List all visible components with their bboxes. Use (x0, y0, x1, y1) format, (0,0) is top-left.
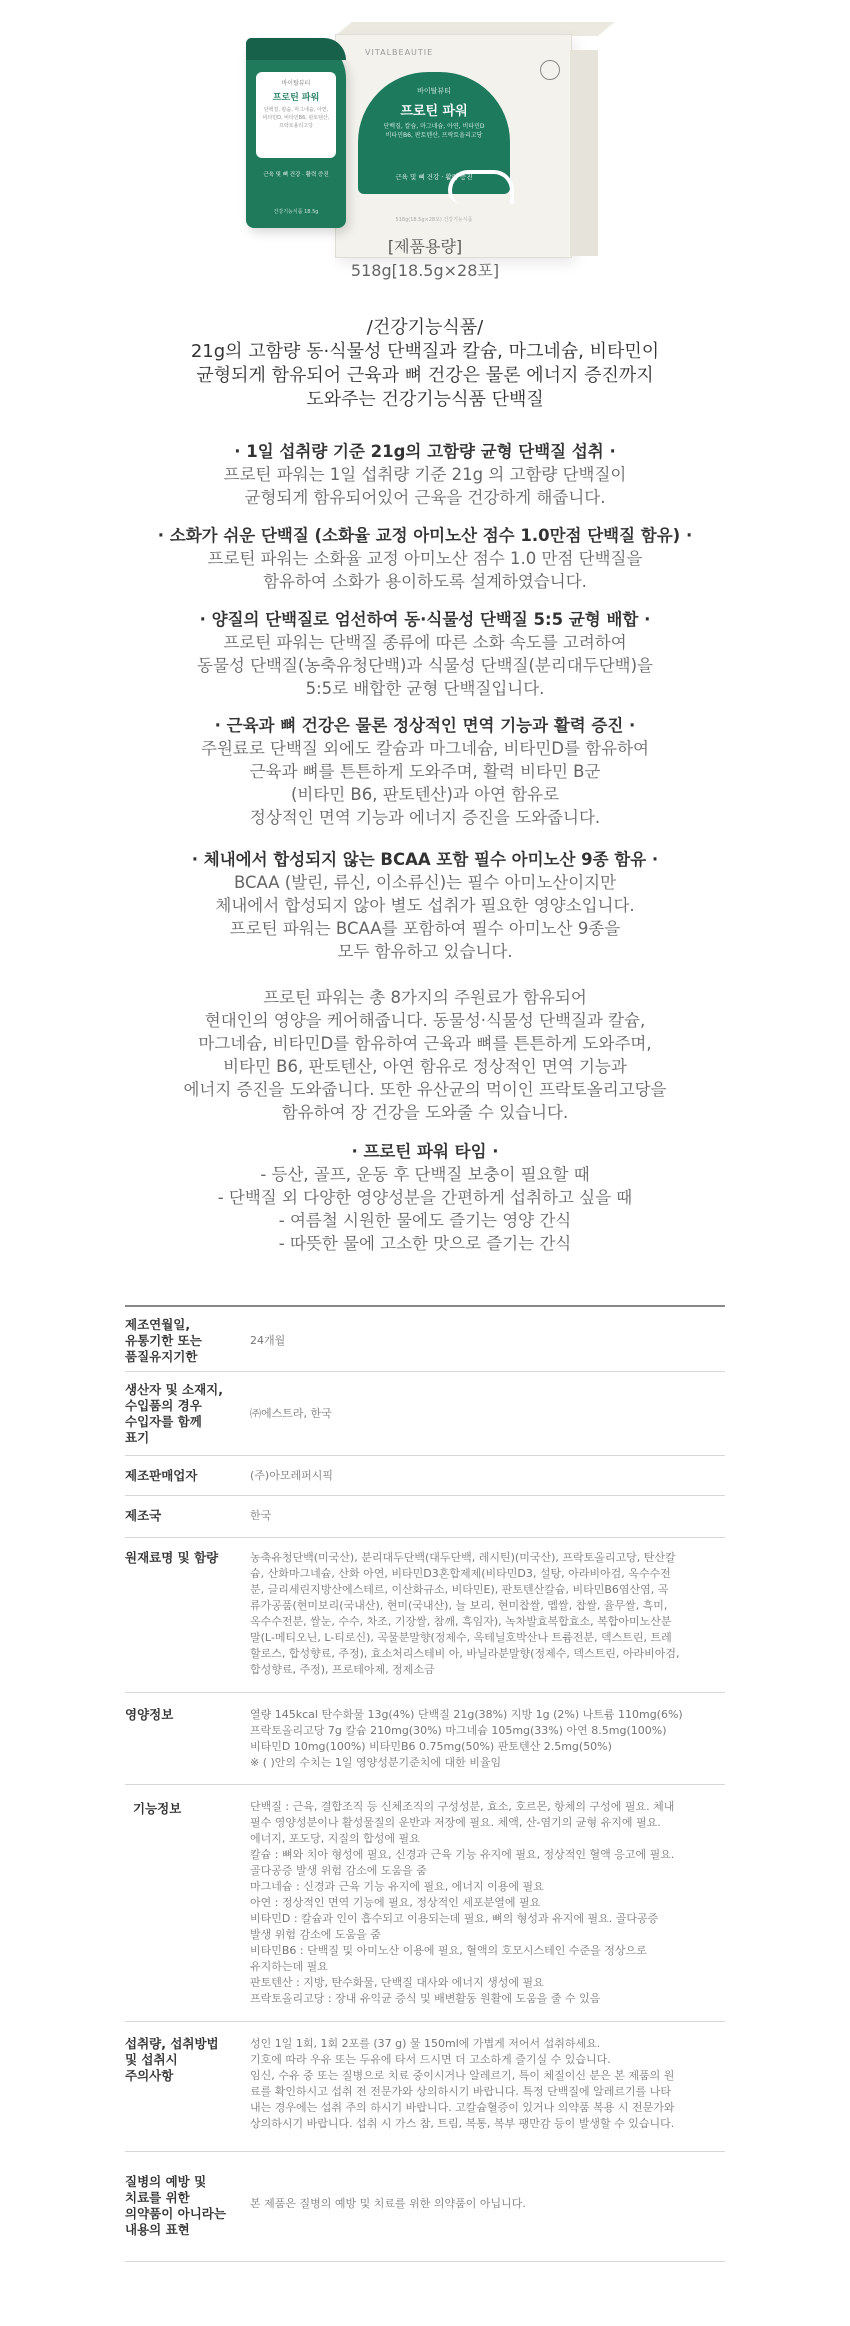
feature-section (0, 608, 850, 700)
row-label: 원재료명 및 함량 (125, 1550, 219, 1565)
table-row (125, 2151, 725, 2262)
row-label (125, 2174, 235, 2238)
pouch-desc-line: 프락토올리고당 (279, 123, 313, 129)
certification-seal-icon (540, 60, 560, 80)
timing-item: - 등산, 골프, 운동 후 단백질 보충이 필요할 때 (260, 1165, 590, 1184)
feature-text: 근육과 뼈를 튼튼하게 도와주며, 활력 비타민 B군 (249, 762, 601, 781)
summary-line: 마그네슘, 비타민D를 함유하여 근육과 뼈를 튼튼하게 도와주며, (198, 1034, 652, 1053)
value-line: 말(L-메티오닌, L-티로신), 곡물분말향(정제수, 옥테닐호박산나 트륨전분, 덱스트린, 트레 (250, 1631, 672, 1644)
label-line: 의약품이 아니라는 (125, 2206, 226, 2221)
feature-section (0, 848, 850, 963)
feature-text: 동물성 단백질(농축유청단백)과 식물성 단백질(분리대두단백)을 (197, 656, 653, 675)
value-line: 필수 영양성분이나 활성물질의 운반과 저장에 필요. 체액, 산-염기의 균형 유지에 필요. (250, 1816, 661, 1829)
box-desc-line: 비타민B6, 판토텐산, 프락토올리고당 (385, 132, 483, 139)
table-row (125, 2021, 725, 2152)
box-tagline: 근육 및 뼈 건강 · 활력 증진 (395, 173, 473, 181)
value-line: 프락토올리고당 : 장내 유익균 증식 및 배변활동 원활에 도움을 줄 수 있음 (250, 1992, 601, 2005)
intro-line: 도와주는 건강기능식품 단백질 (306, 389, 544, 410)
summary-line: 프로틴 파워는 총 8가지의 주원료가 함유되어 (263, 988, 587, 1007)
summary-line: 비타민 B6, 판토텐산, 아연 함유로 정상적인 면역 기능과 (223, 1057, 627, 1076)
intro-block (0, 316, 850, 412)
box-title: 프로틴 파워 (400, 104, 468, 119)
feature-text: 체내에서 합성되지 않아 별도 섭취가 필요한 영양소입니다. (215, 896, 635, 915)
feature-title: · 1일 섭취량 기준 21g의 고함량 균형 단백질 섭취 · (234, 442, 616, 461)
value-line: 비타민D : 칼슘과 인이 흡수되고 이용되는데 필요, 뼈의 형성과 유지에 필요. 골다공증 (250, 1912, 659, 1925)
feature-section (0, 440, 850, 509)
timing-title: · 프로틴 파워 타임 · (351, 1142, 499, 1161)
intro-line: 균형되게 함유되어 근육과 뼈 건강은 물론 에너지 증진까지 (196, 365, 654, 386)
row-label: 제조국 (125, 1508, 162, 1523)
pouch-description (262, 106, 330, 130)
pouch-top (246, 38, 346, 60)
label-line: 질병의 예방 및 (125, 2174, 207, 2189)
row-label: 기능정보 (133, 1801, 182, 1816)
label-line: 생산자 및 소재지, (125, 1382, 223, 1397)
label-line: 수입자를 함께 (125, 1414, 202, 1429)
feature-text: 5:5로 배합한 균형 단백질입니다. (305, 679, 545, 698)
box-subtitle: 바이탈뷰티 (417, 87, 451, 95)
summary-line: 에너지 증진을 도와줍니다. 또한 유산균의 먹이인 프락토올리고당을 (183, 1080, 667, 1099)
flexed-arm-icon (448, 170, 514, 204)
pouch-desc-line: 단백질, 칼슘, 마그네슘, 아연, (263, 107, 329, 113)
pouch-brand: 바이탈뷰티 (281, 80, 311, 87)
row-label (125, 2036, 235, 2084)
feature-text: 정상적인 면역 기능과 에너지 증진을 도와줍니다. (249, 808, 601, 827)
feature-title: · 양질의 단백질로 엄선하여 동·식물성 단백질 5:5 균형 배합 · (199, 610, 651, 629)
value-line: 기호에 따라 우유 또는 두유에 타서 드시면 더 고소하게 즐기실 수 있습니다. (250, 2053, 611, 2066)
row-value: ㈜에스트라, 한국 (250, 1407, 332, 1420)
feature-text: (비타민 B6, 판토텐산)과 아연 함유로 (290, 785, 560, 804)
value-line: 합성향료, 주정), 프로테아제, 정제소금 (250, 1663, 435, 1676)
value-line: 에너지, 포도당, 지질의 합성에 필요 (250, 1832, 420, 1845)
feature-text: 프로틴 파워는 BCAA를 포함하여 필수 아미노산 9종을 (229, 919, 621, 938)
value-line: 마그네슘 : 신경과 근육 기능 유지에 필요, 에너지 이용에 필요 (250, 1880, 544, 1893)
label-line: 섭취량, 섭취방법 (125, 2036, 219, 2051)
box-description (368, 122, 500, 140)
label-line: 주의사항 (125, 2068, 174, 2083)
intro-line: /건강기능식품/ (366, 317, 484, 338)
value-line: 유지하는데 필요 (250, 1960, 328, 1973)
table-row (125, 1495, 725, 1538)
timing-item: - 따뜻한 물에 고소한 맛으로 즐기는 간식 (278, 1234, 572, 1253)
table-row (125, 1371, 725, 1456)
pouch-label (256, 72, 336, 158)
feature-text: 모두 함유하고 있습니다. (337, 942, 513, 961)
feature-text: 프로틴 파워는 소화율 교정 아미노산 점수 1.0 만점 단백질을 (207, 549, 643, 568)
box-fine-print: 518g(18.5g×28포) 건강기능식품 (395, 217, 473, 223)
pouch-fine-print: 건강기능식품 18.5g (273, 209, 319, 215)
feature-section (0, 524, 850, 593)
label-line: 내용의 표현 (125, 2222, 190, 2237)
pouch-desc-line: 비타민D, 비타민B6, 판토텐산, (262, 115, 330, 121)
value-line: 상의하시기 바랍니다. 섭취 시 가스 참, 트림, 복통, 복부 팽만감 등이 발생할 수 있습니다. (250, 2117, 675, 2130)
timing-item: - 여름철 시원한 물에도 즐기는 영양 간식 (278, 1211, 572, 1230)
feature-title: · 근육과 뼈 건강은 물론 정상적인 면역 기능과 활력 증진 · (214, 716, 636, 735)
value-line: 옥수수전분, 쌀눈, 수수, 차조, 기장쌀, 참깨, 흑임자), 녹차발효복합효소, 복합아미노산분 (250, 1615, 672, 1628)
timing-section (0, 1140, 850, 1255)
row-value (250, 1550, 720, 1678)
feature-title: · 소화가 쉬운 단백질 (소화율 교정 아미노산 점수 1.0만점 단백질 함유) · (157, 526, 693, 545)
row-label (125, 1317, 235, 1365)
label-line: 치료를 위한 (125, 2190, 190, 2205)
product-pouch (246, 38, 346, 228)
value-line: 임신, 수유 중 또는 질병으로 치료 중이시거나 알레르기, 특이 체질이신 분은 본 제품의 원 (250, 2069, 675, 2082)
feature-section (0, 714, 850, 829)
value-line: 열량 145kcal 탄수화물 13g(4%) 단백질 21g(38%) 지방 1g (2%) 나트륨 110mg(6%) (250, 1708, 683, 1721)
table-row (125, 1537, 725, 1693)
feature-text: 함유하여 소화가 용이하도록 설계하였습니다. (263, 572, 587, 591)
value-line: 단백질 : 근육, 결합조직 등 신체조직의 구성성분, 효소, 호르몬, 항체의 구성에 필요. 체내 (250, 1800, 675, 1813)
value-line: 발생 위험 감소에 도움을 줌 (250, 1928, 381, 1941)
label-line: 및 섭취시 (125, 2052, 178, 2067)
capacity-heading: [제품용량] (387, 237, 463, 256)
pouch-tagline: 근육 및 뼈 건강 · 활력 증진 (263, 172, 329, 178)
pouch-title: 프로틴 파워 (272, 93, 320, 103)
table-row (125, 1692, 725, 1785)
label-line: 품질유지기한 (125, 1349, 198, 1364)
summary-line: 함유하여 장 건강을 도와줄 수 있습니다. (281, 1103, 569, 1122)
feature-text: 주원료로 단백질 외에도 칼슘과 마그네슘, 비타민D를 함유하여 (201, 739, 649, 758)
feature-text: 균형되게 함유되어있어 근육을 건강하게 해줍니다. (244, 488, 606, 507)
feature-text: BCAA (발린, 류신, 이소류신)는 필수 아미노산이지만 (233, 873, 617, 892)
value-line: 아연 : 정상적인 면역 기능에 필요, 정상적인 세포분열에 필요 (250, 1896, 541, 1909)
summary-paragraph (0, 986, 850, 1124)
row-value: (주)아모레퍼시픽 (250, 1469, 333, 1482)
feature-title: · 체내에서 합성되지 않는 BCAA 포함 필수 아미노산 9종 함유 · (191, 850, 659, 869)
table-row (125, 1455, 725, 1496)
summary-line: 현대인의 영양을 케어해줍니다. 동물성·식물성 단백질과 칼슘, (204, 1011, 646, 1030)
row-value (250, 2036, 720, 2132)
table-row (125, 1784, 725, 2022)
row-label: 제조판매업자 (125, 1468, 198, 1483)
label-line: 수입품의 경우 (125, 1398, 202, 1413)
timing-item: - 단백질 외 다양한 영양성분을 간편하게 섭취하고 싶을 때 (217, 1188, 633, 1207)
feature-text: 프로틴 파워는 단백질 종류에 따른 소화 속도를 고려하여 (223, 633, 627, 652)
value-line: 비타민D 10mg(100%) 비타민B6 0.75mg(50%) 판토텐산 2.5mg(50%) (250, 1740, 612, 1753)
value-line: 료를 확인하시고 섭취 전 전문가와 상의하시기 바랍니다. 특정 단백질에 알레르기를 나타 (250, 2085, 671, 2098)
value-line: 판토텐산 : 지방, 탄수화물, 단백질 대사와 에너지 생성에 필요 (250, 1976, 544, 1989)
row-value: 24개월 (250, 1334, 286, 1347)
row-label: 영양정보 (125, 1707, 174, 1722)
row-value (250, 1707, 720, 1771)
value-line: 할로스, 합성향료, 주정), 효소처리스테비 아, 바닐라분말향(정제수, 덱스트린, 아라비아검, (250, 1647, 680, 1660)
capacity-value: 518g[18.5g×28포] (350, 261, 500, 280)
value-line: 프락토올리고당 7g 칼슘 210mg(30%) 마그네슘 105mg(33%) 아연 8.5mg(100%) (250, 1724, 667, 1737)
label-line: 표기 (125, 1430, 150, 1445)
intro-line: 21g의 고함량 동·식물성 단백질과 칼슘, 마그네슘, 비타민이 (190, 341, 660, 362)
box-desc-line: 단백질, 칼슘, 마그네슘, 아연, 비타민D (383, 123, 485, 130)
feature-text: 프로틴 파워는 1일 섭취량 기준 21g 의 고함량 단백질이 (223, 465, 627, 484)
value-line: ※ ( )안의 수치는 1일 영양성분기준치에 대한 비율임 (250, 1756, 502, 1769)
value-line: 칼슘 : 뼈와 치아 형성에 필요, 신경과 근육 기능 유지에 필요, 정상적인 혈액 응고에 필요. (250, 1848, 675, 1861)
value-line: 분, 글리세린지방산에스테르, 이산화규소, 비타민E), 판토텐산칼슘, 비타민B6염산염, 곡 (250, 1583, 669, 1596)
value-line: 슘, 산화마그네슘, 산화 아연, 비타민D3혼합제제(비타민D3, 설탕, 아라비아검, 옥수수전 (250, 1567, 671, 1580)
box-brand: VITALBEAUTIE (365, 48, 434, 57)
row-label (125, 1382, 235, 1446)
value-line: 비타민B6 : 단백질 및 아미노산 이용에 필요, 혈액의 호모시스테인 수준을 정상으로 (250, 1944, 647, 1957)
row-value (250, 1799, 720, 2007)
value-line: 류가공품(현미보리(국내산), 현미(국내산), 늘 보리, 현미찹쌀, 멥쌀, 찹쌀, 율무쌀, 흑미, (250, 1599, 668, 1612)
label-line: 유통기한 또는 (125, 1333, 202, 1348)
value-line: 농축유청단백(미국산), 분리대두단백(대두단백, 레시틴)(미국산), 프락토올리고당, 탄산칼 (250, 1551, 676, 1564)
row-value: 본 제품은 질병의 예방 및 치료를 위한 의약품이 아닙니다. (250, 2197, 526, 2210)
box-side (570, 50, 598, 256)
value-line: 성인 1일 1회, 1회 2포를 (37 g) 물 150ml에 가볍게 저어서 섭취하세요. (250, 2037, 601, 2050)
table-bottom-border (125, 2261, 725, 2262)
row-value: 한국 (250, 1509, 272, 1522)
value-line: 내는 경우에는 섭취 주의 하시기 바랍니다. 고칼슘혈증이 있거나 의약품 복용 시 전문가와 (250, 2101, 675, 2114)
value-line: 골다공증 발생 위험 감소에 도움을 줌 (250, 1864, 427, 1877)
label-line: 제조연월일, (125, 1317, 191, 1332)
table-row (125, 1305, 725, 1373)
